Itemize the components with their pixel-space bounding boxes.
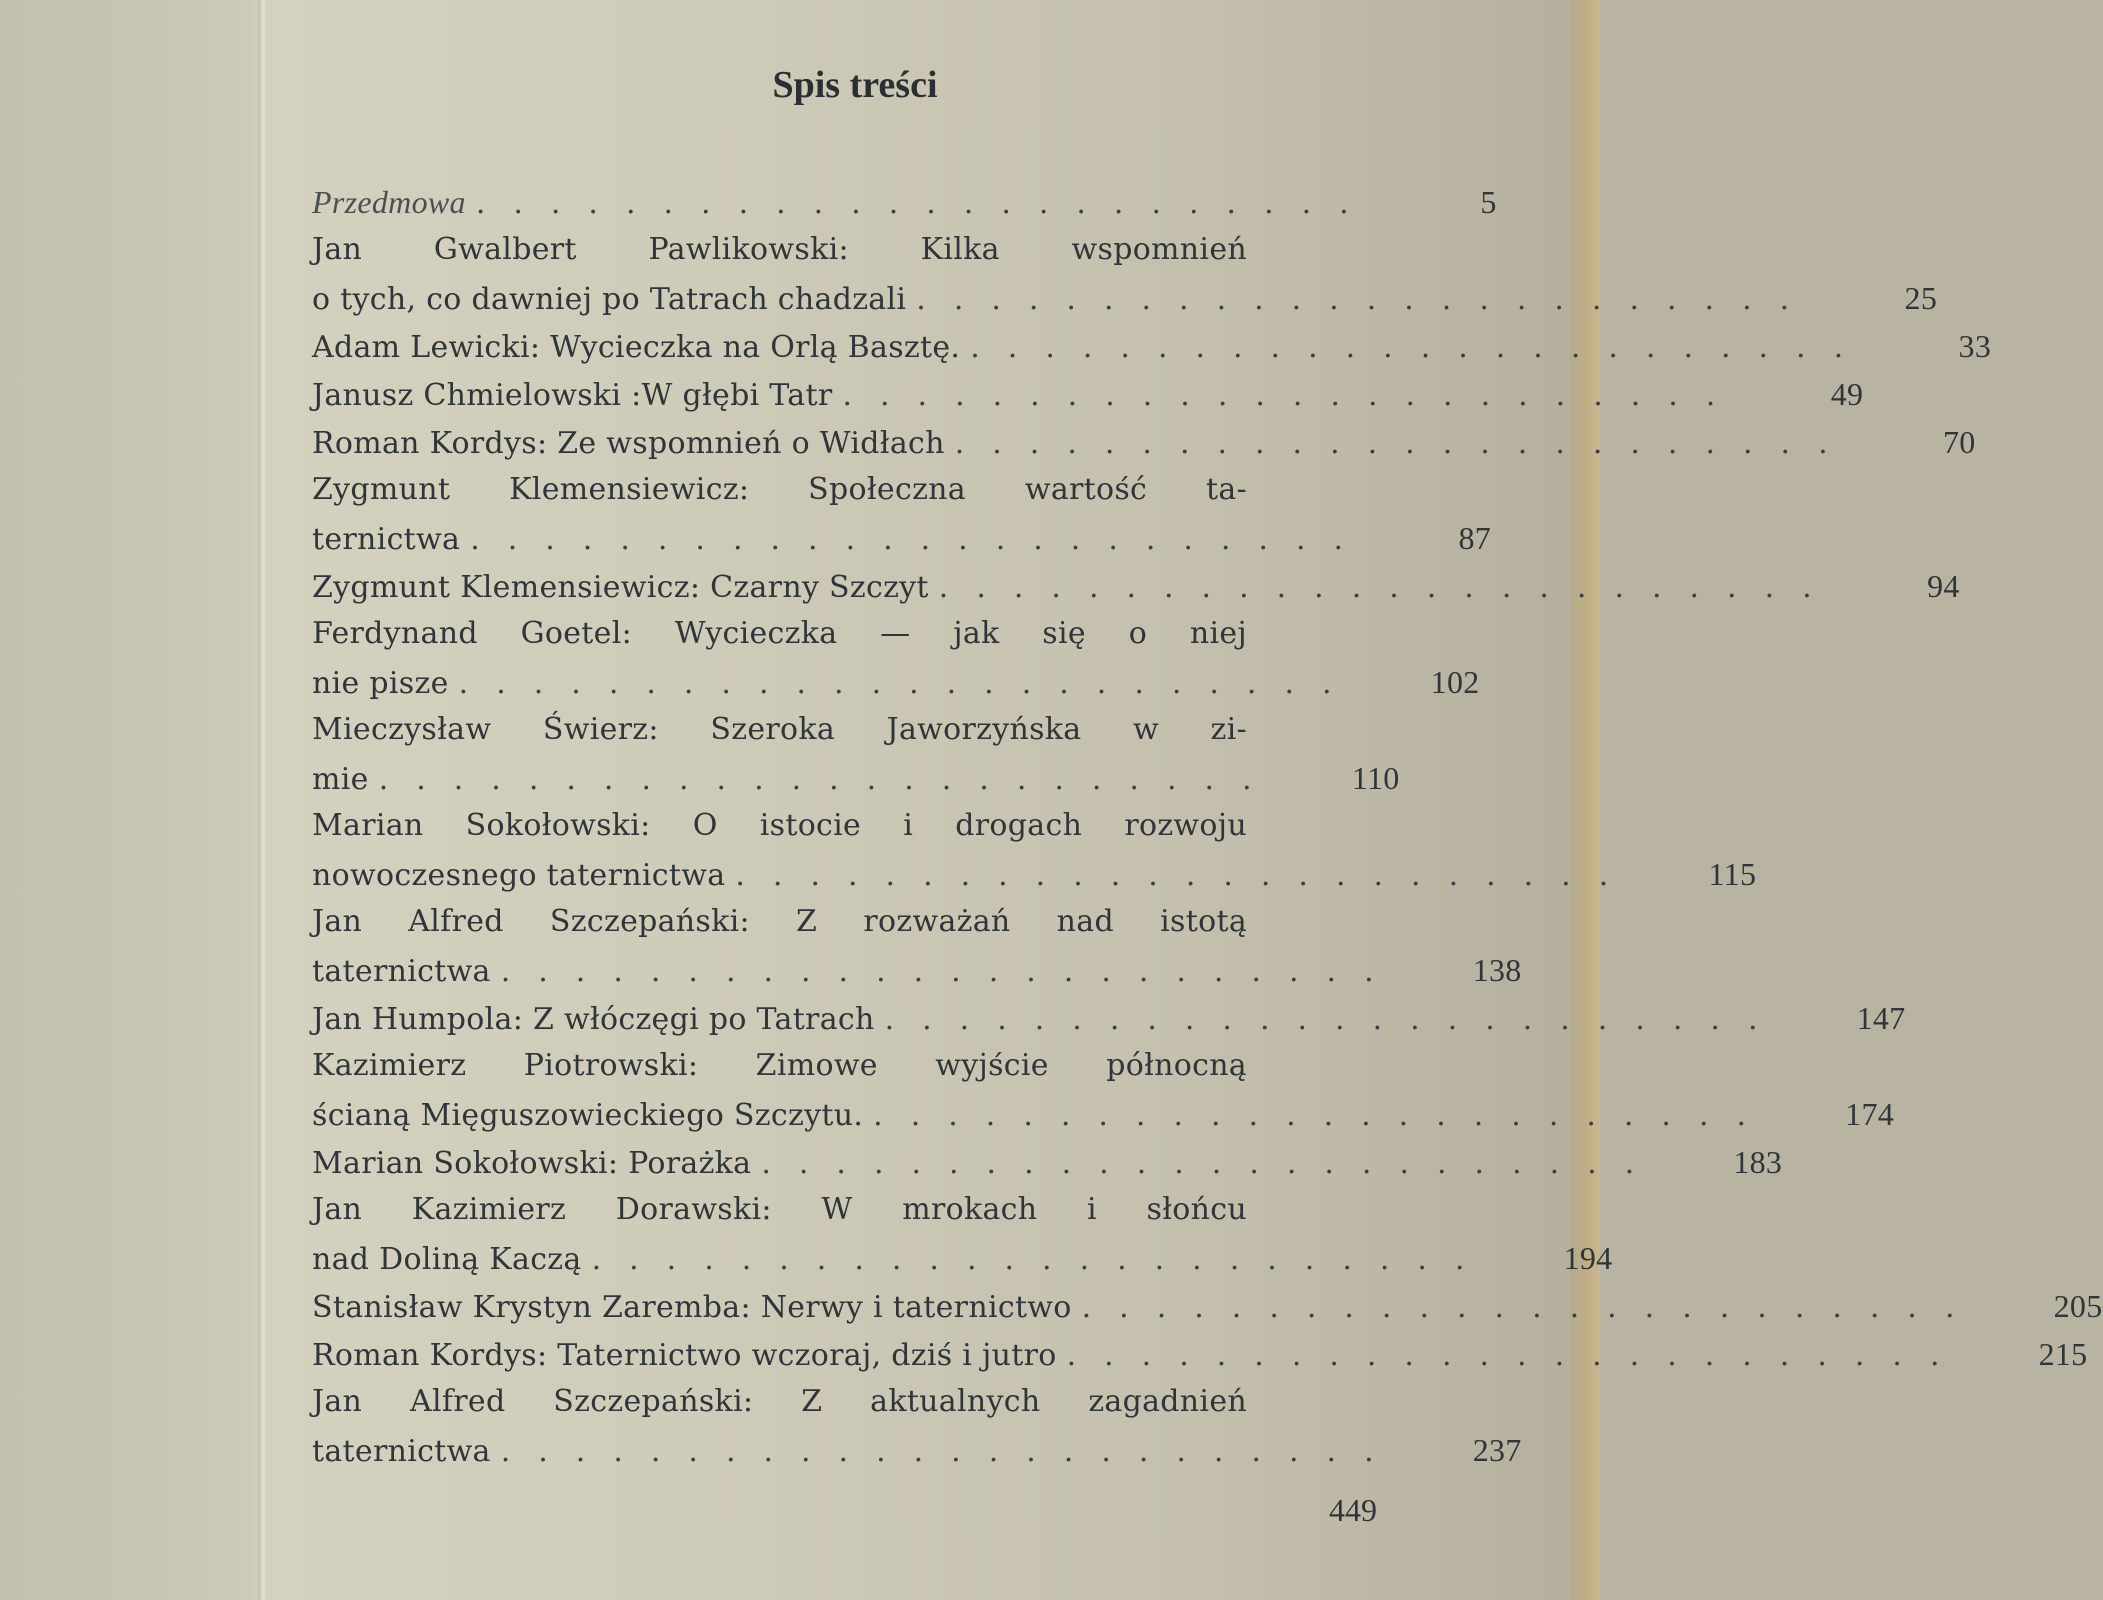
toc-page-number: 237 xyxy=(1472,1432,1522,1468)
toc-entry-last-line xyxy=(312,1330,2088,1378)
toc-entry-title: Stanisław Krystyn Zaremba: Nerwy i taternictwo xyxy=(312,1290,1072,1325)
toc-page-number: 70 xyxy=(1943,424,1976,460)
toc-page-number: 115 xyxy=(1708,856,1757,892)
toc-entry-title: nowoczesnego taternictwa xyxy=(312,858,726,893)
dot-leader: ........................ xyxy=(458,666,1360,701)
page-number: 449 xyxy=(1329,1492,1377,1528)
toc-entry-title: Jan Gwalbert Pawlikowski: Kilka wspomnień xyxy=(312,232,1247,267)
toc-entry-last-line xyxy=(312,1090,1895,1138)
toc-entry-last-line xyxy=(312,274,1938,322)
toc-page-number: 25 xyxy=(1904,280,1938,316)
dot-leader: ........................ xyxy=(873,1098,1775,1133)
toc-entry-last-line xyxy=(312,322,1992,370)
toc-entry-title: ścianą Mięguszowieckiego Szczytu. xyxy=(312,1098,864,1133)
toc-entry-last-line xyxy=(312,946,1522,994)
toc-entry-title: Jan Alfred Szczepański: Z aktualnych zagadnień xyxy=(312,1384,1247,1419)
page-title: Spis treści xyxy=(772,64,938,107)
toc-entry xyxy=(312,1186,1613,1282)
toc-entry-last-line xyxy=(312,1234,1613,1282)
toc-entry-title: ternictwa xyxy=(312,522,461,557)
toc-entry-title: Kazimierz Piotrowski: Zimowe wyjście północną xyxy=(312,1048,1247,1083)
toc-page-number: 87 xyxy=(1458,520,1492,556)
toc-entry-line xyxy=(312,802,1387,850)
toc-entry-last-line xyxy=(312,178,1497,226)
toc-entry-last-line xyxy=(312,514,1492,562)
toc-entry-title: Marian Sokołowski: Porażka xyxy=(312,1146,752,1181)
toc-entry-last-line xyxy=(312,418,1976,466)
toc-page-number: 183 xyxy=(1733,1144,1783,1180)
toc-entry-last-line xyxy=(312,1282,2103,1330)
dot-leader: ........................ xyxy=(842,378,1744,413)
dot-leader: ........................ xyxy=(884,1002,1786,1037)
toc-entry-title: Jan Alfred Szczepański: Z rozważań nad istotą xyxy=(312,904,1247,939)
toc-entry-line xyxy=(312,706,1387,754)
toc-entry-title: Roman Kordys: Taternictwo wczoraj, dziś i jutro xyxy=(312,1338,1057,1373)
dot-leader: ........................ xyxy=(735,858,1637,893)
toc-entry-line xyxy=(312,226,1387,274)
toc-entry xyxy=(312,178,1497,226)
dot-leader: ........................ xyxy=(470,522,1372,557)
toc-entry xyxy=(312,1138,1783,1186)
left-page xyxy=(0,0,262,1600)
toc-entry-last-line xyxy=(312,562,1960,610)
toc-entry-title: Ferdynand Goetel: Wycieczka — jak się o niej xyxy=(312,616,1247,651)
toc-page-number: 147 xyxy=(1856,1000,1906,1036)
toc-entry xyxy=(312,706,1400,802)
toc-page-number: 33 xyxy=(1958,328,1992,364)
dot-leader: ........................ xyxy=(1081,1290,1983,1325)
toc-entry xyxy=(312,1282,2103,1330)
dot-leader: ........................ xyxy=(761,1146,1663,1181)
toc-entry-line xyxy=(312,466,1387,514)
toc-entry-last-line xyxy=(312,994,1906,1042)
dot-leader: ........................ xyxy=(378,762,1280,797)
toc-page-number: 194 xyxy=(1563,1240,1613,1276)
table-of-contents xyxy=(312,178,2103,1474)
toc-entry-title: Przedmowa xyxy=(312,184,466,220)
toc-entry-title: nie pisze xyxy=(312,666,449,701)
toc-entry-last-line xyxy=(312,658,1480,706)
dot-leader: ........................ xyxy=(1066,1338,1968,1373)
dot-leader: ........................ xyxy=(938,570,1840,605)
dot-leader: ........................ xyxy=(500,1434,1402,1469)
toc-entry xyxy=(312,322,1992,370)
toc-entry xyxy=(312,370,1864,418)
toc-entry xyxy=(312,418,1976,466)
toc-page-number: 110 xyxy=(1351,760,1400,796)
toc-entry xyxy=(312,610,1480,706)
toc-page-number: 49 xyxy=(1830,376,1864,412)
toc-entry xyxy=(312,802,1757,898)
toc-entry-title: Zygmunt Klemensiewicz: Społeczna wartość ta- xyxy=(312,472,1247,507)
toc-entry-last-line xyxy=(312,1426,1522,1474)
dot-leader: ........................ xyxy=(916,282,1818,317)
toc-entry-title: Jan Humpola: Z włóczęgi po Tatrach xyxy=(312,1002,875,1037)
toc-entry-title: Roman Kordys: Ze wspomnień o Widłach xyxy=(312,426,945,461)
toc-entry xyxy=(312,1330,2088,1378)
toc-entry xyxy=(312,898,1522,994)
dot-leader: ........................ xyxy=(970,330,1872,365)
toc-entry-line xyxy=(312,898,1387,946)
toc-page-number: 5 xyxy=(1480,184,1497,220)
dot-leader: ........................ xyxy=(500,954,1402,989)
toc-page-number: 174 xyxy=(1845,1096,1895,1132)
toc-entry-last-line xyxy=(312,754,1400,802)
dot-leader: ........................ xyxy=(475,186,1377,221)
toc-entry-line xyxy=(312,1042,1387,1090)
toc-entry-title: taternictwa xyxy=(312,954,491,989)
toc-entry-title: Zygmunt Klemensiewicz: Czarny Szczyt xyxy=(312,570,929,605)
dot-leader: ........................ xyxy=(591,1242,1493,1277)
toc-entry xyxy=(312,466,1492,562)
toc-page-number: 215 xyxy=(2038,1336,2088,1372)
toc-page-number: 205 xyxy=(2053,1288,2103,1324)
toc-page-number: 138 xyxy=(1472,952,1522,988)
toc-entry xyxy=(312,994,1906,1042)
toc-entry-last-line xyxy=(312,850,1757,898)
toc-entry xyxy=(312,1042,1895,1138)
toc-entry-title: nad Doliną Kaczą xyxy=(312,1242,582,1277)
toc-entry-title: Adam Lewicki: Wycieczka na Orlą Basztę. xyxy=(312,330,961,365)
toc-entry-title: Janusz Chmielowski :W głębi Tatr xyxy=(312,378,833,413)
toc-page-number: 102 xyxy=(1430,664,1480,700)
toc-entry-title: Mieczysław Świerz: Szeroka Jaworzyńska w zi- xyxy=(312,712,1247,747)
toc-entry-last-line xyxy=(312,1138,1783,1186)
toc-entry-title: Jan Kazimierz Dorawski: W mrokach i słońcu xyxy=(312,1192,1247,1227)
toc-entry xyxy=(312,226,1938,322)
toc-entry-line xyxy=(312,610,1387,658)
toc-entry xyxy=(312,562,1960,610)
toc-entry-title: taternictwa xyxy=(312,1434,491,1469)
dot-leader: ........................ xyxy=(954,426,1856,461)
toc-page-number: 94 xyxy=(1927,568,1960,604)
toc-entry-line xyxy=(312,1378,1387,1426)
toc-entry-last-line xyxy=(312,370,1864,418)
toc-entry-title: Marian Sokołowski: O istocie i drogach rozwoju xyxy=(312,808,1247,843)
toc-entry-title: mie xyxy=(312,762,369,797)
toc-entry xyxy=(312,1378,1522,1474)
toc-entry-title: o tych, co dawniej po Tatrach chadzali xyxy=(312,282,907,317)
toc-entry-line xyxy=(312,1186,1387,1234)
